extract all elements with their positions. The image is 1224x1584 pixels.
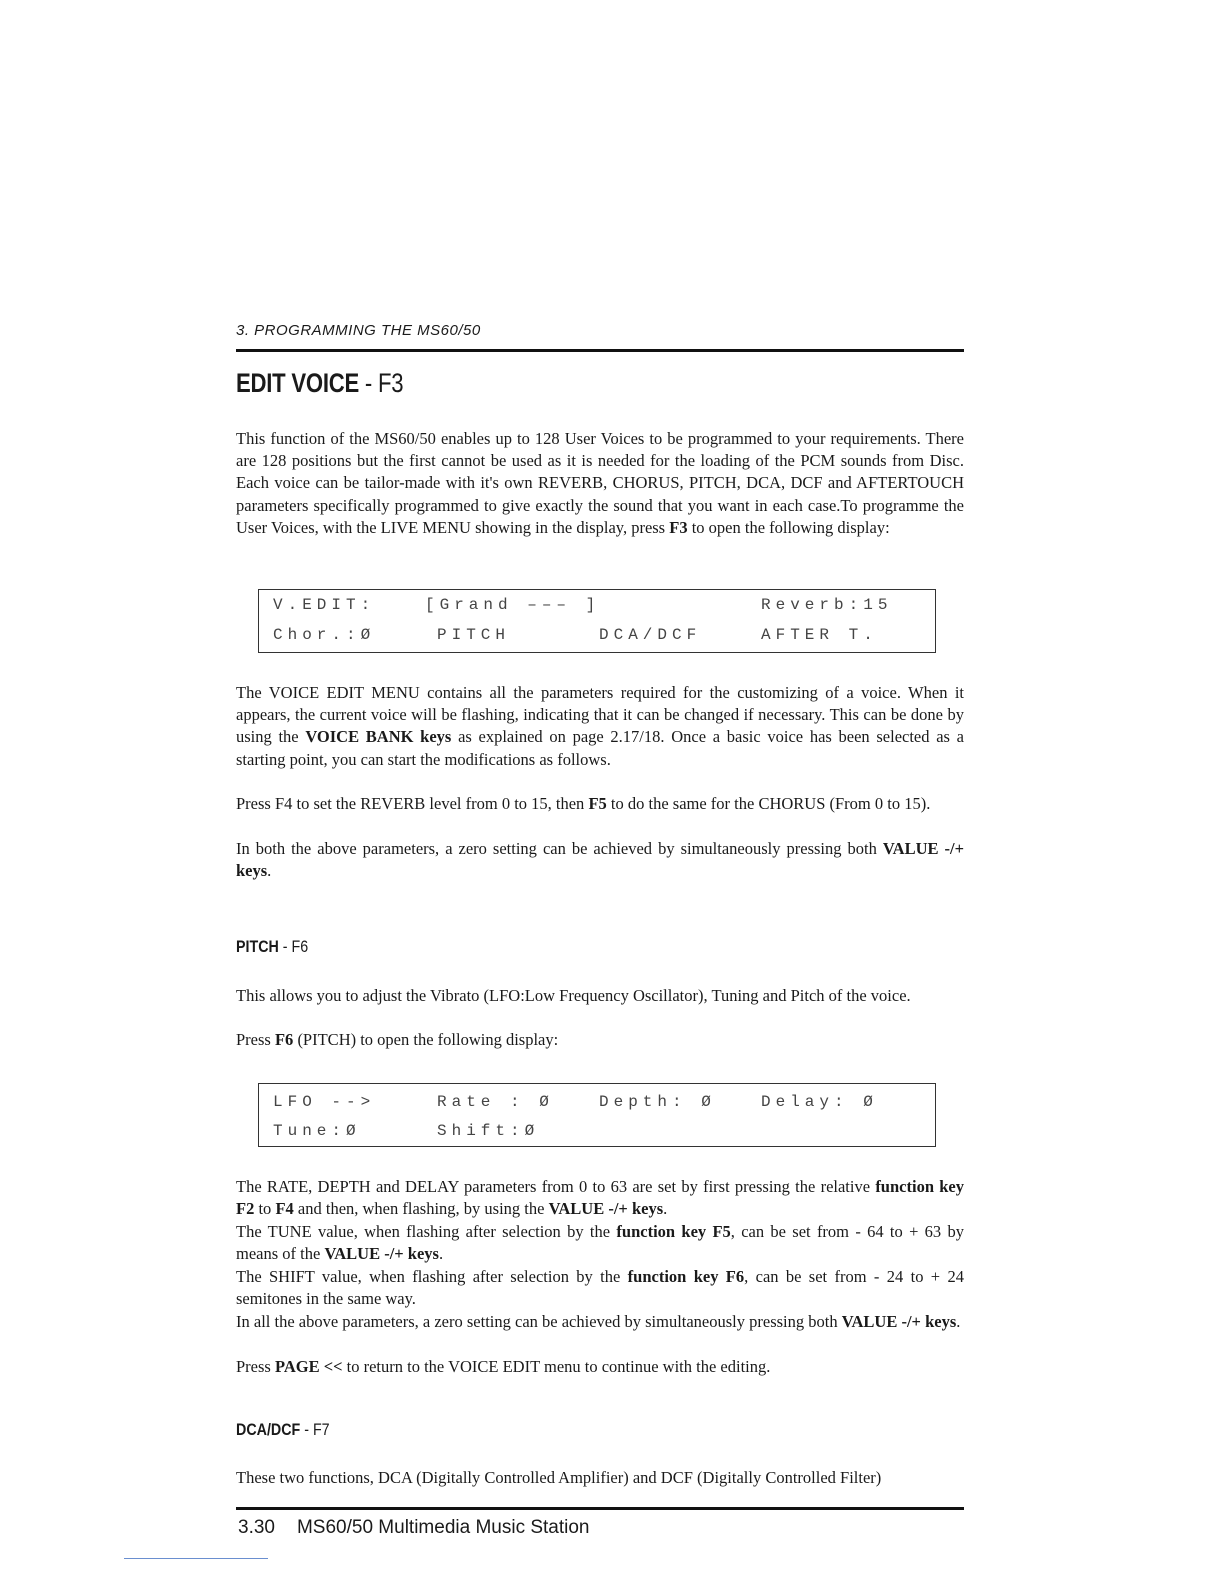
tune-text-2: , can be set from - 64 to + 63 by means of the bbox=[236, 1222, 964, 1264]
zero1-bold-value: VALUE -/+ keys bbox=[236, 839, 964, 881]
page-text-1: Press bbox=[236, 1357, 275, 1376]
dca-title: DCA/DCF bbox=[236, 1420, 301, 1439]
rate-text-2: to bbox=[254, 1199, 276, 1219]
intro-paragraph bbox=[236, 428, 964, 539]
lcd1-voice-name: [Grand ––– ] bbox=[425, 596, 601, 614]
reverb-paragraph bbox=[236, 793, 964, 815]
lcd2-rate: Rate : Ø bbox=[437, 1093, 554, 1111]
tune-bold-value: VALUE -/+ keys bbox=[324, 1244, 439, 1264]
zero1-text-1: In both the above parameters, a zero setting can be achieved by simultaneously pressing both bbox=[236, 839, 883, 858]
lcd1-dca-dcf: DCA/DCF bbox=[599, 626, 702, 644]
pitch-fkey: F6 bbox=[291, 937, 309, 956]
pitch-title: PITCH bbox=[236, 937, 279, 956]
footer-title: MS60/50 Multimedia Music Station bbox=[296, 1517, 590, 1538]
pitch-intro-paragraph: This allows you to adjust the Vibrato (LFO:Low Frequency Oscillator), Tuning and Pitch of the voice. bbox=[236, 986, 911, 1005]
dca-separator: - bbox=[300, 1420, 313, 1439]
zero-setting-paragraph-2 bbox=[236, 1311, 964, 1333]
lcd1-pitch: PITCH bbox=[437, 626, 511, 644]
intro-text-1: This function of the MS60/50 enables up to 128 User Voices to be programmed to your requirements. There are 128 positions but the first cannot be used as it is needed for the loading of the PCM sounds from Disc. Each voice can be tailor-made with it's own REVERB, CHORUS, PITCH, DCA, DCF and AFTERTOUCH parameters specifically programmed to give exactly the sound that you want in each case.To programme the User Voices, with the LIVE MENU showing in the display, press bbox=[236, 429, 964, 537]
lcd1-vedit: V.EDIT: bbox=[273, 596, 376, 614]
tune-paragraph bbox=[236, 1221, 964, 1265]
rate-text-3: and then, when flashing, by using the bbox=[293, 1199, 549, 1219]
lcd2-tune: Tune:Ø bbox=[273, 1122, 361, 1140]
footer-rule bbox=[236, 1507, 964, 1510]
page-return-paragraph bbox=[236, 1356, 964, 1378]
page-bold-key: PAGE << bbox=[274, 1357, 343, 1376]
lcd2-shift: Shift:Ø bbox=[437, 1122, 540, 1140]
pitch-press-paragraph bbox=[236, 1029, 964, 1051]
lcd1-chorus: Chor.:Ø bbox=[273, 626, 376, 644]
dca-fkey: F7 bbox=[312, 1420, 330, 1439]
dca-paragraph: These two functions, DCA (Digitally Controlled Amplifier) and DCF (Digitally Controlled Filter) bbox=[236, 1468, 882, 1487]
tune-text-1: The TUNE value, when flashing after selection by the bbox=[236, 1222, 617, 1241]
lcd2-delay: Delay: Ø bbox=[761, 1093, 878, 1111]
pitch-separator: - bbox=[278, 937, 292, 956]
lcd1-after-t: AFTER T. bbox=[761, 626, 878, 644]
lcd2-depth: Depth: Ø bbox=[599, 1093, 716, 1111]
voice-edit-display bbox=[258, 589, 936, 653]
header-rule bbox=[236, 349, 964, 352]
intro-bold-f3: F3 bbox=[669, 517, 688, 537]
tune-bold-f5: function key F5 bbox=[616, 1222, 731, 1241]
tune-text-3: . bbox=[438, 1244, 444, 1264]
zero2-text-2: . bbox=[956, 1312, 961, 1331]
reverb-bold-f5: F5 bbox=[588, 794, 607, 813]
lcd2-lfo: LFO --> bbox=[273, 1093, 376, 1111]
rate-text-4: . bbox=[663, 1199, 668, 1219]
reverb-text-2: to do the same for the CHORUS (From 0 to 15). bbox=[606, 794, 931, 813]
pitch-press-bold-f6: F6 bbox=[274, 1030, 294, 1049]
shift-text-1: The SHIFT value, when flashing after selection by the bbox=[236, 1267, 628, 1286]
section-separator: - bbox=[359, 368, 378, 398]
pitch-display bbox=[258, 1083, 936, 1147]
pitch-heading bbox=[236, 937, 308, 957]
section-fkey: F3 bbox=[377, 368, 404, 398]
rate-paragraph bbox=[236, 1176, 964, 1220]
pitch-press-text-1: Press bbox=[236, 1030, 275, 1049]
rate-text-1: The RATE, DEPTH and DELAY parameters from 0 to 63 are set by first pressing the relative bbox=[236, 1177, 876, 1196]
running-header: 3. PROGRAMMING THE MS60/50 bbox=[236, 322, 481, 339]
menu-text-2: as explained on page 2.17/18. Once a basic voice has been selected as a starting point, you can start the modifications as follows. bbox=[236, 727, 964, 769]
scan-artifact-line bbox=[124, 1558, 268, 1559]
rate-bold-f2: function key F2 bbox=[236, 1177, 964, 1219]
zero2-text-1: In all the above parameters, a zero setting can be achieved by simultaneously pressing both bbox=[236, 1312, 842, 1331]
pitch-press-text-2: (PITCH) to open the following display: bbox=[293, 1030, 559, 1049]
shift-bold-f6: function key F6 bbox=[627, 1267, 745, 1286]
menu-paragraph bbox=[236, 682, 964, 771]
reverb-text-1: Press F4 to set the REVERB level from 0 to 15, then bbox=[236, 794, 589, 813]
section-title bbox=[236, 368, 403, 399]
rate-bold-f4: F4 bbox=[275, 1199, 294, 1219]
shift-text-2: , can be set from - 24 to + 24 semitones in the same way. bbox=[236, 1267, 964, 1309]
menu-text-1: The VOICE EDIT MENU contains all the parameters required for the customizing of a voice. When it appears, the current voice will be flashing, indicating that it can be changed if necessary. This can be done by using the bbox=[236, 683, 964, 747]
page-footer bbox=[238, 1517, 590, 1539]
page-number: 3.30 bbox=[238, 1517, 275, 1538]
lcd1-reverb: Reverb:15 bbox=[761, 596, 893, 614]
shift-paragraph bbox=[236, 1266, 964, 1310]
section-title-text: EDIT VOICE bbox=[236, 368, 360, 398]
intro-text-2: to open the following display: bbox=[687, 517, 890, 537]
page-text-2: to return to the VOICE EDIT menu to continue with the editing. bbox=[342, 1357, 771, 1376]
rate-bold-value: VALUE -/+ keys bbox=[548, 1199, 664, 1219]
zero2-bold-value: VALUE -/+ keys bbox=[841, 1312, 957, 1331]
zero1-text-2: . bbox=[267, 861, 272, 881]
zero-setting-paragraph bbox=[236, 838, 964, 882]
dca-dcf-heading bbox=[236, 1420, 330, 1440]
menu-bold-voice-bank: VOICE BANK keys bbox=[305, 727, 452, 747]
